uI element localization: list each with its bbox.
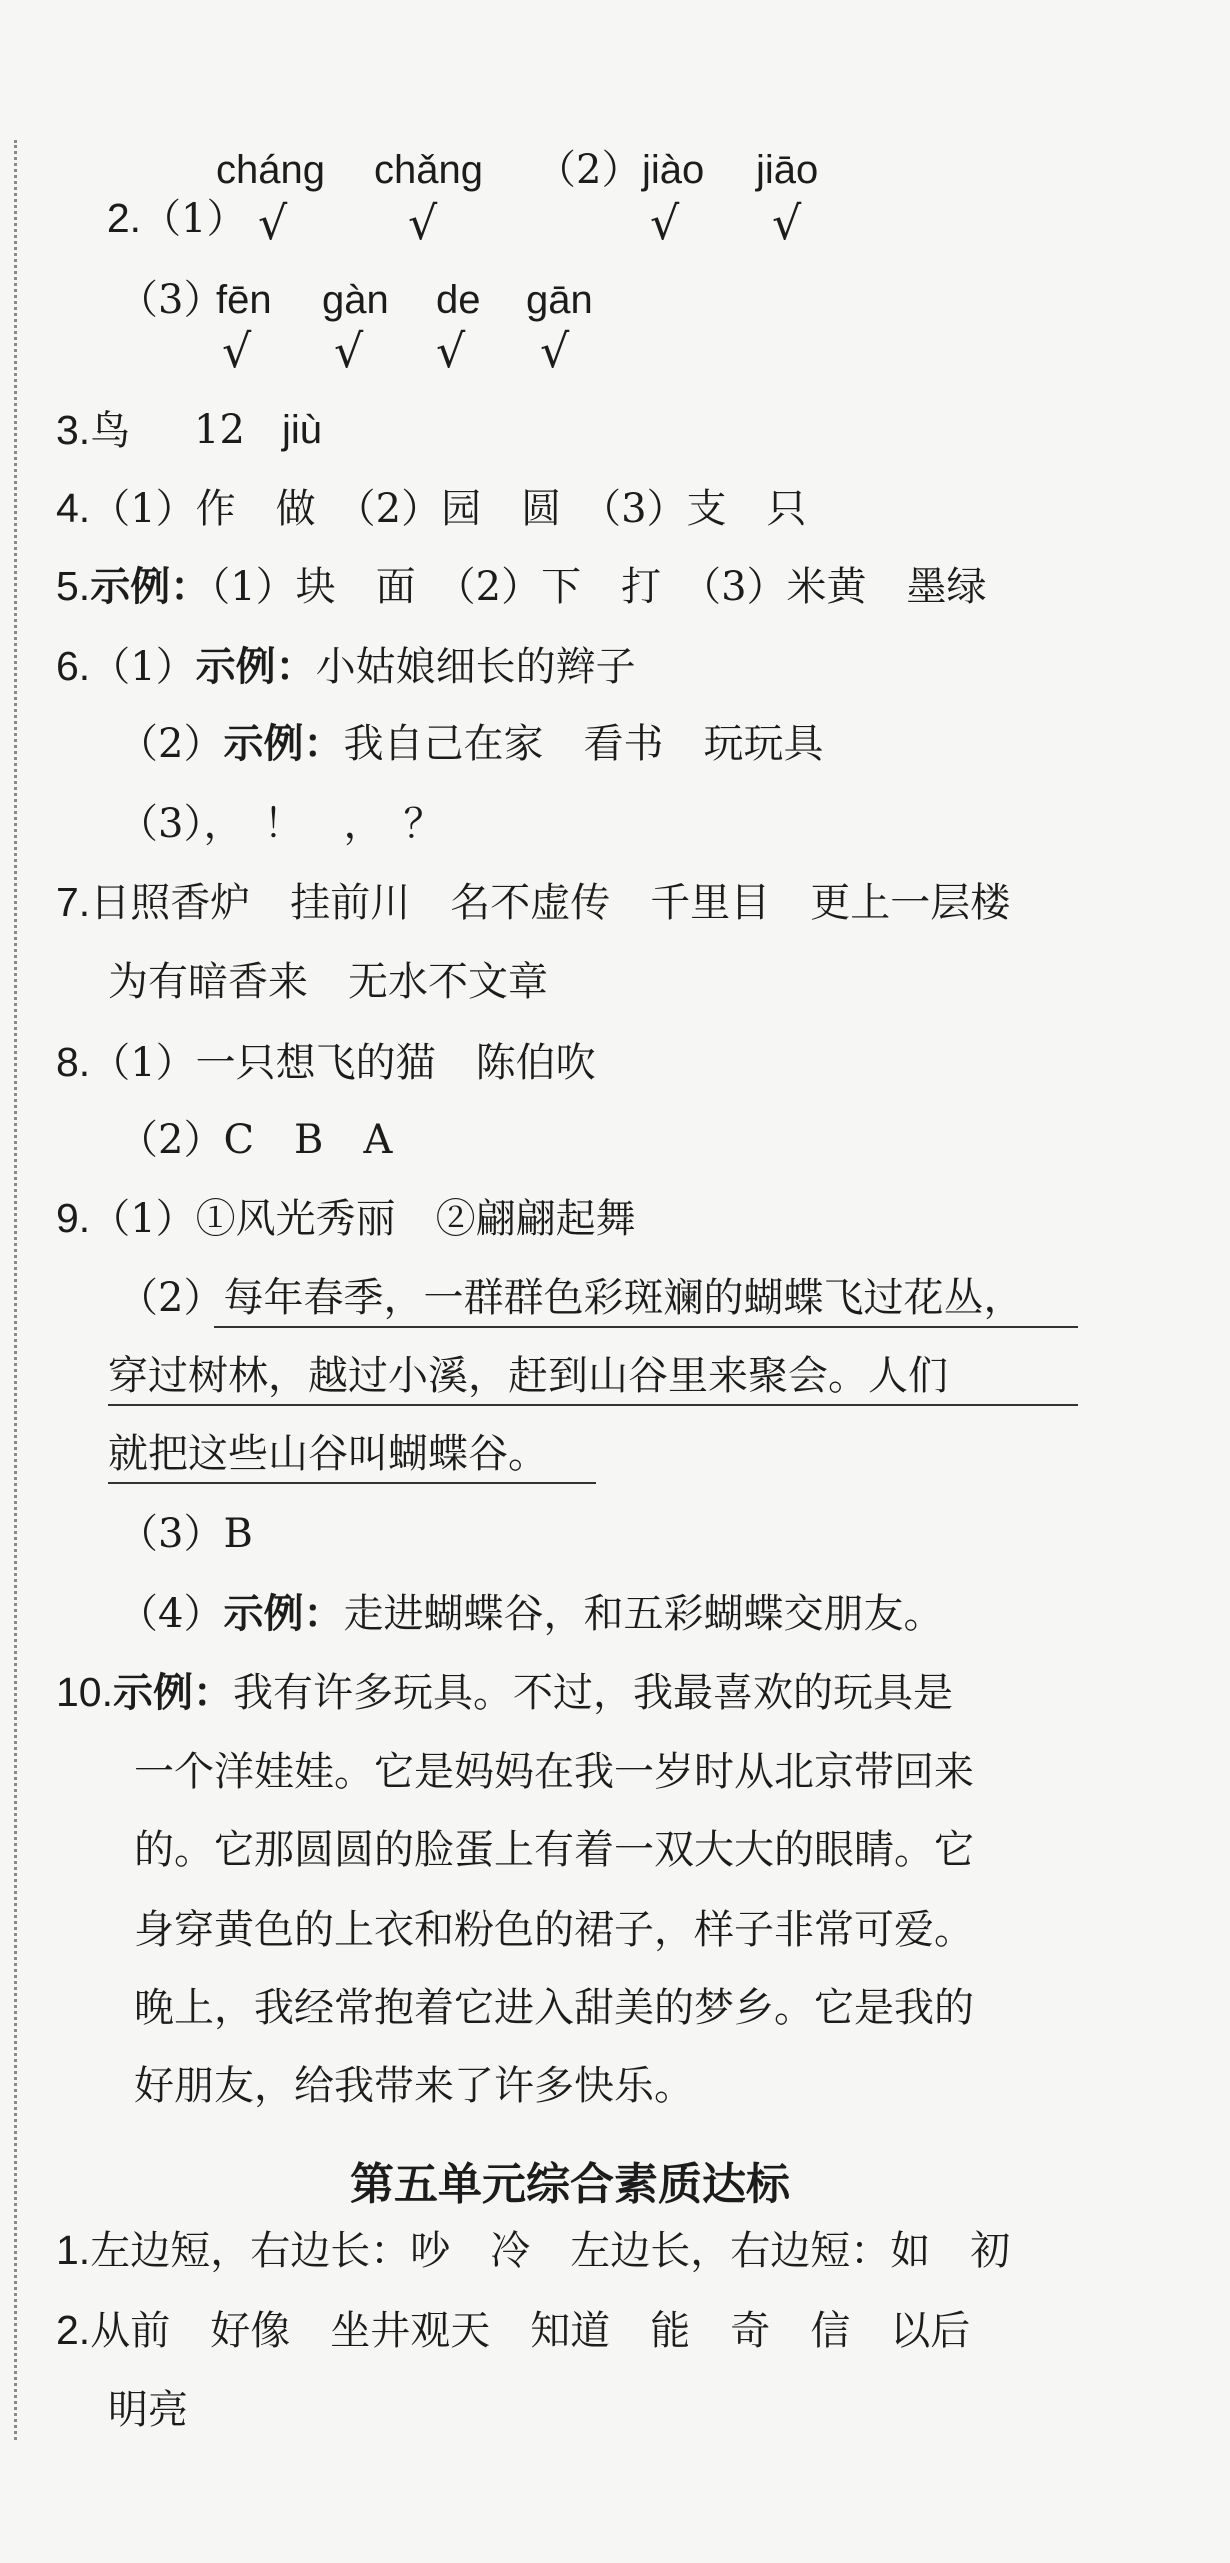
q6-part1-label: （1） — [90, 644, 196, 690]
q6-row2 — [118, 720, 823, 768]
q9-part4-example-label: 示例： — [223, 1591, 344, 1637]
underline — [108, 1404, 1078, 1406]
check-mark: √ — [222, 324, 252, 378]
q6-part1-example-label: 示例： — [195, 644, 316, 690]
q10-line6: 好朋友，给我带来了许多快乐。 — [134, 2063, 694, 2109]
q9-part2-line3: 就把这些山谷叫蝴蝶谷。 — [108, 1431, 548, 1477]
q5-row — [56, 562, 987, 611]
check-mark: √ — [540, 324, 570, 378]
q7-row1 — [56, 878, 1010, 927]
s1-row — [56, 2226, 1010, 2275]
q8-row1 — [56, 1038, 596, 1087]
q5-number: 5. — [56, 563, 91, 609]
q6-number: 6. — [56, 643, 91, 689]
check-mark: √ — [436, 324, 466, 378]
q2-part1-label: （1） — [141, 196, 247, 242]
underline — [214, 1326, 1078, 1328]
q9-part4-label: （4） — [118, 1591, 224, 1637]
check-mark: √ — [772, 196, 802, 250]
check-mark: √ — [258, 196, 288, 250]
q3-answer-a: 鸟 — [90, 408, 131, 454]
s1-text: 左边短，右边长：吵 冷 左边长，右边短：如 初 — [90, 2228, 1011, 2274]
q2-pinyin-gan2: gān — [526, 278, 593, 322]
q10-row1 — [56, 1668, 953, 1717]
q10-example-label: 示例： — [113, 1670, 233, 1716]
q6-part2-text: 我自己在家 看书 玩玩具 — [343, 721, 824, 767]
q6-row3: （3）， ！ ， ？ — [118, 801, 444, 847]
q6-row1 — [56, 642, 636, 691]
q9-part4-text: 走进蝴蝶谷，和五彩蝴蝶交朋友。 — [343, 1591, 944, 1637]
q6-part1-text: 小姑娘细长的辫子 — [315, 644, 636, 690]
s2-line1: 从前 好像 坐井观天 知道 能 奇 信 以后 — [90, 2308, 971, 2354]
q6-part2-example-label: 示例： — [223, 721, 344, 767]
q8-number: 8. — [56, 1039, 91, 1085]
q2-pinyin-changchang-1: cháng — [216, 148, 325, 192]
q7-line1: 日照香炉 挂前川 名不虚传 千里目 更上一层楼 — [90, 880, 1011, 926]
q9-row4 — [118, 1590, 943, 1638]
q2-pinyin-gan: gàn — [322, 278, 389, 322]
q2-part3-label: （3） — [118, 277, 224, 323]
q10-number: 10. — [56, 1669, 113, 1715]
q4-text: （1）作 做 （2）园 圆 （3）支 只 — [90, 486, 807, 532]
q7-line2: 为有暗香来 无水不文章 — [108, 959, 548, 1005]
check-mark: √ — [650, 196, 680, 250]
q2-pinyin-changchang-2: chǎng — [374, 148, 483, 192]
q9-row1 — [56, 1194, 636, 1243]
q10-line1: 我有许多玩具。不过，我最喜欢的玩具是 — [233, 1670, 953, 1716]
q3-number: 3. — [56, 407, 91, 453]
q5-text: （1）块 面 （2）下 打 （3）米黄 墨绿 — [210, 564, 987, 610]
q9-part2-line2: 穿过树林，越过小溪，赶到山谷里来聚会。人们 — [108, 1353, 948, 1399]
q10-line5: 晚上，我经常抱着它进入甜美的梦乡。它是我的 — [134, 1985, 974, 2031]
q4-number: 4. — [56, 485, 91, 531]
q9-part2-label: （2） — [118, 1275, 224, 1321]
binding-dotted-line — [14, 140, 17, 2440]
q9-part1: （1）①风光秀丽 ②翩翩起舞 — [90, 1196, 636, 1242]
s2-row1 — [56, 2306, 970, 2355]
q2-pinyin-fen: fēn — [216, 278, 272, 322]
q9-number: 9. — [56, 1195, 91, 1241]
q3-answer-c: jiù — [282, 408, 323, 452]
s1-number: 1. — [56, 2227, 91, 2273]
q10-line4: 身穿黄色的上衣和粉色的裙子，样子非常可爱。 — [134, 1907, 974, 1953]
q2-number: 2. — [106, 195, 142, 241]
s2-line2: 明亮 — [108, 2387, 188, 2433]
s2-number: 2. — [56, 2307, 91, 2353]
q4-row — [56, 484, 807, 533]
q9-part3: （3）B — [118, 1511, 253, 1557]
q2-part2-label: （2） — [536, 147, 642, 193]
q2-pinyin-de: de — [436, 278, 481, 322]
q2-pinyin-jiao-1: jiào — [642, 148, 705, 192]
q3-row — [56, 406, 130, 455]
underline — [108, 1482, 596, 1484]
check-mark: √ — [334, 324, 364, 378]
q8-part2: （2）C B A — [118, 1117, 393, 1163]
q6-part2-label: （2） — [118, 721, 224, 767]
q9-part2-line1: 每年春季，一群群色彩斑斓的蝴蝶飞过花丛， — [223, 1275, 1024, 1321]
q7-number: 7. — [56, 879, 91, 925]
q5-example-label: 示例： — [90, 564, 211, 610]
q9-row2 — [118, 1274, 1023, 1322]
q10-line3: 的。它那圆圆的脸蛋上有着一双大大的眼睛。它 — [134, 1827, 974, 1873]
q3-answer-b: 12 — [194, 407, 245, 453]
q10-line2: 一个洋娃娃。它是妈妈在我一岁时从北京带回来 — [134, 1749, 974, 1795]
q2-pinyin-jiao-2: jiāo — [756, 148, 819, 192]
q8-part1: （1）一只想飞的猫 陈伯吹 — [90, 1040, 596, 1086]
section-title: 第五单元综合素质达标 — [350, 2159, 790, 2210]
check-mark: √ — [408, 196, 438, 250]
